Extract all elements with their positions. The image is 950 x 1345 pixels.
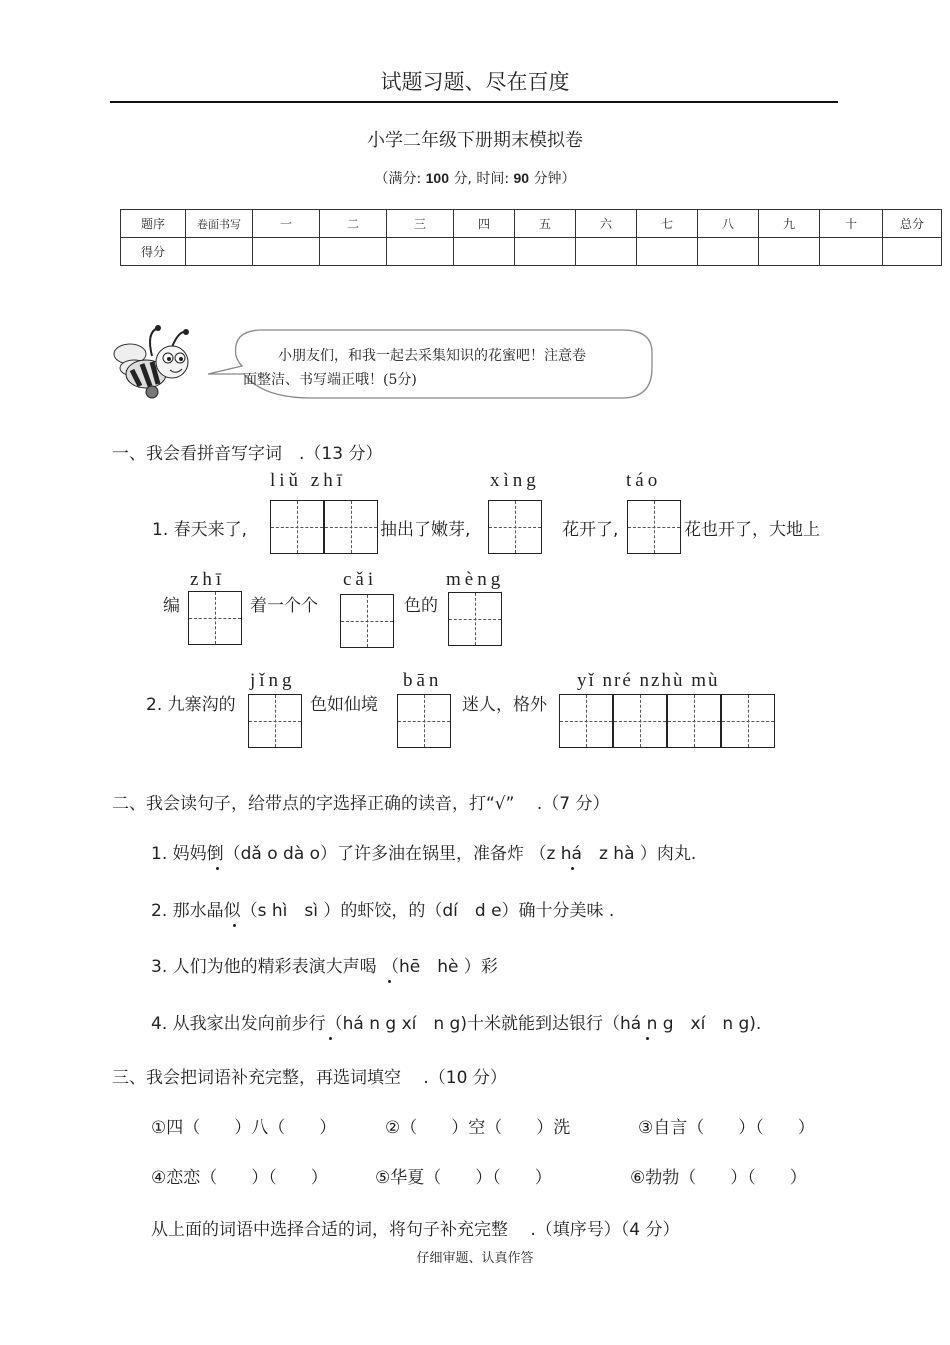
table-cell: 八 (698, 210, 759, 238)
header-rule (110, 101, 838, 103)
idiom-blank: ②（ ）空（ ）洗 (385, 1118, 571, 1138)
tianzige-box[interactable] (397, 694, 451, 748)
pinyin: mèng (446, 569, 505, 590)
score-table (120, 209, 942, 266)
emphasis-dot (233, 924, 236, 927)
q1-text: 色的 (404, 596, 438, 616)
section-2-item: 2. 那水晶似（s hì sì ）的虾饺，的（dí d e）确十分美味 . (151, 901, 615, 921)
score-cell[interactable] (698, 238, 759, 266)
idiom-blank: ⑥勃勃（ ）（ ） (630, 1168, 807, 1188)
q2-text: 2. 九寨沟的 (146, 695, 236, 715)
tianzige-box[interactable] (667, 694, 721, 748)
tianzige-box[interactable] (488, 500, 542, 554)
table-cell: 卷面书写 (186, 210, 253, 238)
section-2-item: 3. 人们为他的精彩表演大声喝 （hē hè ）彩 (151, 957, 498, 977)
score-cell[interactable] (253, 238, 320, 266)
tianzige-box[interactable] (324, 500, 378, 554)
tianzige-box[interactable] (559, 694, 613, 748)
bee-icon (114, 325, 189, 398)
section-2-item: 1. 妈妈倒（dǎ o dà o）了许多油在锅里，准备炸 （z há z hà ）肉丸. (151, 844, 697, 864)
q2-text: 迷人，格外 (462, 695, 547, 715)
score-cell[interactable] (637, 238, 698, 266)
tianzige-box[interactable] (448, 592, 502, 646)
pinyin: xìng (490, 470, 540, 491)
pinyin: zhī (190, 569, 226, 590)
table-cell: 十 (820, 210, 883, 238)
tianzige-box[interactable] (613, 694, 667, 748)
score-cell[interactable] (186, 238, 253, 266)
section-3-heading: 三、我会把词语补充完整，再选词填空 .（10 分） (112, 1068, 507, 1088)
emphasis-dot (571, 867, 574, 870)
emphasis-dot (646, 1037, 649, 1040)
tianzige-box[interactable] (248, 694, 302, 748)
page-header: 试题习题、尽在百度 (380, 70, 570, 94)
score-cell[interactable] (576, 238, 637, 266)
table-cell: 七 (637, 210, 698, 238)
pinyin: bān (403, 670, 443, 691)
score-cell[interactable] (759, 238, 820, 266)
table-cell: 一 (253, 210, 320, 238)
table-cell: 得分 (121, 238, 186, 266)
tianzige-box[interactable] (627, 500, 681, 554)
section-3-instruction: 从上面的词语中选择合适的词，将句子补充完整 .（填序号）（4 分） (151, 1220, 680, 1240)
score-cell[interactable] (387, 238, 454, 266)
table-cell: 四 (454, 210, 515, 238)
pinyin: jǐng (250, 670, 296, 691)
idiom-blank: ④恋恋（ ）（ ） (151, 1168, 328, 1188)
score-cell[interactable] (883, 238, 942, 266)
page-footer: 仔细审题、认真作答 (416, 1251, 534, 1266)
exam-title: 小学二年级下册期末模拟卷 (367, 130, 583, 151)
q1-text: 抽出了嫩芽, (380, 520, 471, 540)
section-1-heading: 一、我会看拼音写字词 .（13 分） (112, 444, 383, 464)
pinyin: yǐ nré nzhù mù (577, 670, 720, 691)
bubble-line-2: 面整洁、书写端正哦！(5分) (243, 372, 417, 388)
score-cell[interactable] (820, 238, 883, 266)
table-cell: 题序 (121, 210, 186, 238)
pinyin: liǔ zhī (270, 470, 347, 491)
table-cell: 二 (320, 210, 387, 238)
q1-text: 着一个个 (250, 596, 318, 616)
tianzige-box[interactable] (721, 694, 775, 748)
tianzige-box[interactable] (188, 591, 242, 645)
pinyin: táo (626, 470, 662, 491)
emphasis-dot (216, 867, 219, 870)
score-cell[interactable] (515, 238, 576, 266)
section-2-heading: 二、我会读句子，给带点的字选择正确的读音，打“√” .（7 分） (112, 794, 610, 814)
q1-text: 花开了, (562, 520, 619, 540)
exam-subtitle: （满分: 100 分, 时间: 90 分钟） (374, 170, 576, 187)
score-cell[interactable] (454, 238, 515, 266)
table-cell: 三 (387, 210, 454, 238)
score-cell[interactable] (320, 238, 387, 266)
pinyin: cǎi (343, 569, 378, 590)
table-cell: 六 (576, 210, 637, 238)
bubble-line-1: 小朋友们，和我一起去采集知识的花蜜吧！注意卷 (278, 348, 586, 364)
idiom-blank: ③自言（ ）（ ） (638, 1118, 815, 1138)
q1-text: 花也开了，大地上 (684, 520, 820, 540)
idiom-blank: ①四（ ）八（ ） (151, 1118, 337, 1138)
table-cell: 九 (759, 210, 820, 238)
emphasis-dot (329, 1037, 332, 1040)
emphasis-dot (388, 980, 391, 983)
q2-text: 色如仙境 (310, 695, 378, 715)
table-cell: 五 (515, 210, 576, 238)
q1-text: 编 (163, 596, 180, 616)
q1-text: 1. 春天来了, (152, 520, 248, 540)
section-2-item: 4. 从我家出发向前步行（há n g xí n g)十米就能到达银行（há n g xí n g). (151, 1014, 762, 1034)
tianzige-box[interactable] (270, 500, 324, 554)
table-cell: 总分 (883, 210, 942, 238)
tianzige-box[interactable] (340, 594, 394, 648)
idiom-blank: ⑤华夏（ ）（ ） (375, 1168, 552, 1188)
